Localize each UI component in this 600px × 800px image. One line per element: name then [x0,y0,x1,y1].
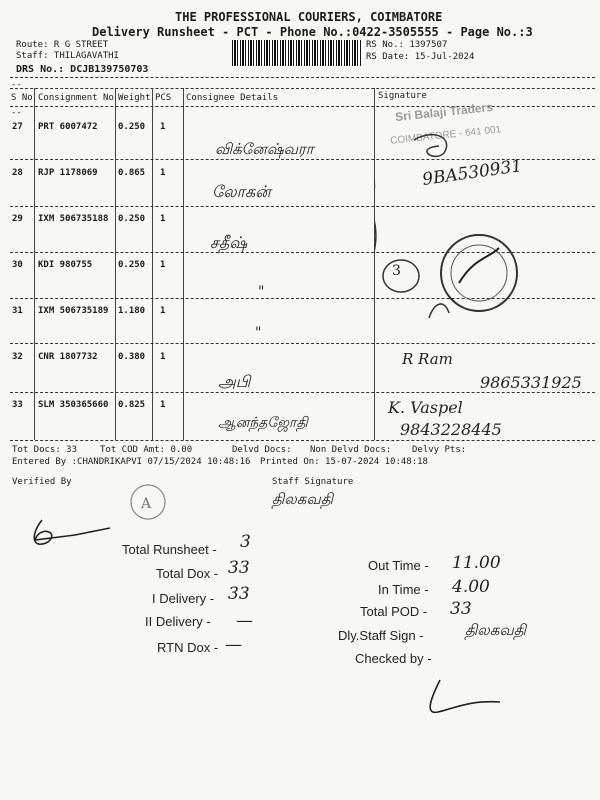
row-weight: 0.825 [118,400,146,410]
summary-value: 33 [228,558,250,578]
summary-value: — [236,611,253,631]
signature-handwriting: 9BA530931 [421,156,524,190]
rs-number: RS No.: 1397507 [366,40,448,50]
staff-label: Staff: THILAGAVATHI [16,51,119,61]
col-pcs: PCS [155,93,172,103]
row-weight: 0.250 [118,214,146,224]
stamp-text: Sri Balaji Traders [394,99,494,125]
row-consignment: IXM 506735189 [38,306,109,316]
delivered-docs: Delvd Docs: [232,445,292,455]
summary-label: Checked by - [355,651,432,666]
row-sno: 31 [12,306,23,316]
svg-text:A: A [141,496,152,512]
row-pcs: 1 [160,214,166,224]
summary-label: Total Dox - [156,566,219,581]
row-consignment: IXM 506735188 [38,214,109,224]
ditto-mark: " [258,284,265,300]
stamp-text: COIMBATORE - 641 001 [389,124,502,147]
signature-phone: 9865331925 [480,373,582,392]
non-delivered-docs: Non Delvd Docs: [310,445,392,455]
summary-label: I Delivery - [152,591,215,606]
delivery-points: Delvy Pts: [412,445,467,455]
company-title: THE PROFESSIONAL COURIERS, COIMBATORE [175,10,443,24]
consignee-handwriting: அபி [218,372,251,391]
col-weight: Weight [118,93,151,103]
summary-value: — [225,635,242,655]
divider [10,77,595,78]
col-consignment: Consignment No [38,93,114,103]
pencil-marks [420,670,520,730]
row-weight: 0.250 [118,260,146,270]
row-sno: 29 [12,214,23,224]
staff-signature-handwriting: திலகவதி [272,490,333,508]
summary-value: 4.00 [452,577,490,597]
summary-value: 11.00 [452,553,501,573]
row-consignment: KDI 980755 [38,260,93,270]
row-sno: 33 [12,400,23,410]
row-sno: 30 [12,260,23,270]
signature-phone: 9843228445 [400,420,502,439]
row-sno: 27 [12,122,23,132]
row-sno: 32 [12,352,23,362]
row-pcs: 1 [160,352,166,362]
summary-value: 33 [228,584,250,604]
summary-label: Total POD - [360,604,428,619]
runsheet-subtitle: Delivery Runsheet - PCT - Phone No.:0422-3505555 - Page No.:3 [92,25,533,39]
row-pcs: 1 [160,400,166,410]
row-consignment: CNR 1807732 [38,352,98,362]
row-weight: 0.865 [118,168,146,178]
col-consignee: Consignee Details [186,93,279,103]
summary-label: Total Runsheet - [122,542,217,557]
entered-by: Entered By :CHANDRIKAPVI 07/15/2024 10:48:16 [12,457,251,467]
summary-label: RTN Dox - [157,640,219,655]
circled-number: 3 [392,263,401,279]
barcode [232,40,362,66]
row-pcs: 1 [160,122,166,132]
drs-number: DRS No.: DCJB139750703 [16,64,149,75]
ditto-mark: " [255,325,262,341]
total-docs: Tot Docs: 33 [12,445,78,455]
summary-value: 33 [450,599,472,619]
col-signature: Signature [378,91,427,101]
row-consignment: RJP 1178069 [38,168,98,178]
verified-by: Verified By [12,477,72,487]
rs-date: RS Date: 15-Jul-2024 [366,52,475,62]
row-consignment: PRT 6007472 [38,122,98,132]
summary-label: Dly.Staff Sign - [338,628,424,643]
summary-label: II Delivery - [145,614,211,629]
row-weight: 0.250 [118,122,146,132]
divider [10,88,595,89]
signature-handwriting: R Ram [402,350,453,368]
col-sno: S No [11,93,33,103]
consignee-handwriting: விக்னேஷ்வரா [215,140,314,158]
row-pcs: 1 [160,306,166,316]
staff-signature-label: Staff Signature [272,477,354,487]
divider [10,106,595,107]
row-sno: 28 [12,168,23,178]
row-consignment: SLM 350365660 [38,400,109,410]
consignee-handwriting: சதீஷ் [210,233,248,252]
row-pcs: 1 [160,168,166,178]
consignee-handwriting: லோகன் [212,182,271,201]
signature-handwriting: K. Vaspel [388,398,463,417]
route-label: Route: R G STREET [16,40,109,50]
row-pcs: 1 [160,260,166,270]
summary-label: Out Time - [368,558,429,573]
total-cod: Tot COD Amt: 0.00 [100,445,193,455]
consignee-handwriting: ஆனந்தஜோதி [218,415,308,431]
printed-on: Printed On: 15-07-2024 10:48:18 [260,457,428,467]
summary-label: In Time - [378,582,429,597]
row-weight: 0.380 [118,352,146,362]
summary-value: திலகவதி [465,621,526,639]
summary-value: 3 [240,532,251,552]
row-weight: 1.180 [118,306,146,316]
